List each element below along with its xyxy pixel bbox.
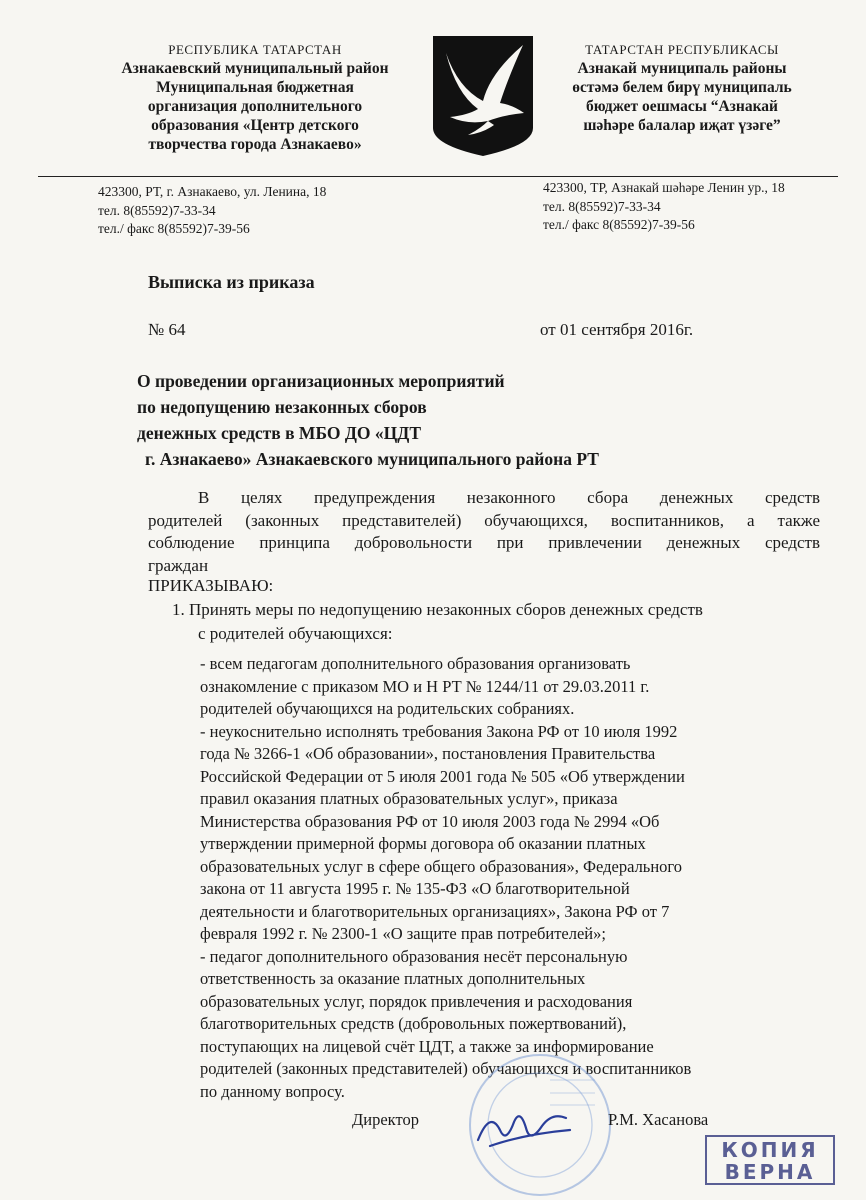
- header-divider: [38, 176, 838, 177]
- order-number: № 64: [148, 320, 186, 339]
- header-right-line: Азнакай муниципаль районы: [577, 60, 787, 77]
- order-keyword: ПРИКАЗЫВАЮ:: [148, 576, 274, 595]
- header-right-line: бюджет оешмасы “Азнакай: [586, 98, 778, 115]
- header-right: [552, 40, 812, 135]
- body-line: года № 3266-1 «Об образовании», постановления Правительства: [200, 744, 656, 763]
- intro-line: граждан: [148, 555, 209, 575]
- copy-certified-stamp: [705, 1135, 835, 1185]
- intro-line: соблюдение принципа добровольности при привлечении денежных средств: [148, 533, 820, 552]
- header-left-line: организация дополнительного: [147, 98, 363, 115]
- body-line: правил оказания платных образовательных услуг», приказа: [200, 789, 618, 808]
- body-line: деятельности и благотворительных организациях», Закона РФ от 7: [200, 901, 670, 921]
- header-left-line: образования «Центр детского: [151, 117, 359, 134]
- intro-line: родителей (законных представителей) обучающихся, воспитанников, а также: [148, 510, 820, 530]
- order-body: [200, 653, 840, 1103]
- header-left-line: Муниципальная бюджетная: [156, 79, 354, 96]
- body-line: - педагог дополнительного образования несёт персональную: [200, 946, 628, 966]
- header-right-country: ТАТАРСТАН РЕСПУБЛИКАСЫ: [585, 42, 779, 57]
- body-line: благотворительных средств (добровольных пожертвований),: [200, 1014, 627, 1033]
- intro-line: В целях предупреждения незаконного сбора денежных средств: [198, 488, 820, 507]
- signer-role: Директор: [352, 1110, 419, 1129]
- body-line: ознакомление с приказом МО и Н РТ № 1244/11 от 29.03.2011 г.: [200, 676, 650, 696]
- body-line: ответственность за оказание платных дополнительных: [200, 969, 586, 988]
- subject-line: г. Азнакаево» Азнакаевского муниципального района РТ: [145, 449, 599, 469]
- address-line: тел./ факс 8(85592)7-39-56: [98, 221, 250, 236]
- body-line: по данному вопросу.: [200, 1081, 345, 1101]
- order-date: от 01 сентября 2016г.: [540, 320, 694, 339]
- emblem-bird-icon: [428, 33, 538, 158]
- subject-line: О проведении организационных мероприятий: [137, 371, 505, 391]
- address-left: [98, 183, 418, 239]
- header-right-line: шәһәре балалар иҗат үзәге”: [583, 117, 781, 134]
- header-left-line: творчества города Азнакаево»: [148, 136, 362, 153]
- item-line: с родителей обучающихся:: [198, 624, 393, 643]
- body-line: поступающих на лицевой счёт ЦДТ, а также за информирование: [200, 1036, 654, 1056]
- body-line: образовательных услуг в сфере общего образования», Федерального: [200, 856, 683, 876]
- handwritten-signature-icon: [470, 1100, 580, 1155]
- signer-name: Р.М. Хасанова: [608, 1110, 709, 1129]
- body-line: родителей (законных представителей) обучающихся и воспитанников: [200, 1059, 692, 1078]
- body-line: Российской Федерации от 5 июля 2001 года № 505 «Об утверждении: [200, 766, 685, 786]
- address-line: 423300, ТР, Азнакай шәһәре Ленин ур., 18: [543, 180, 785, 195]
- stamp-line: ВЕРНА: [724, 1160, 816, 1184]
- subject-line: денежных средств в МБО ДО «ЦДТ: [137, 423, 421, 443]
- body-line: февраля 1992 г. № 2300-1 «О защите прав потребителей»;: [200, 924, 606, 943]
- order-subject: [135, 368, 735, 472]
- body-line: утверждении примерной формы договора об оказании платных: [200, 834, 646, 853]
- body-line: образовательных услуг, порядок привлечения и расходования: [200, 991, 633, 1011]
- item-line: 1. Принять меры по недопущению незаконных сборов денежных средств: [172, 600, 703, 619]
- intro-paragraph: [148, 487, 820, 577]
- order-item-1: [172, 598, 822, 646]
- address-line: тел. 8(85592)7-33-34: [98, 202, 216, 218]
- subject-line: по недопущению незаконных сборов: [137, 397, 427, 417]
- address-right: [543, 179, 843, 235]
- stamp-line: КОПИЯ: [721, 1138, 819, 1162]
- body-line: родителей обучающихся на родительских собраниях.: [200, 699, 575, 718]
- body-line: - неукоснительно исполнять требования Закона РФ от 10 июля 1992: [200, 721, 678, 741]
- body-line: закона от 11 августа 1995 г. № 135-ФЗ «О благотворительной: [200, 879, 630, 898]
- header-left-line: Азнакаевский муниципальный район: [121, 60, 389, 77]
- header-left: [105, 40, 405, 154]
- address-line: тел./ факс 8(85592)7-39-56: [543, 217, 695, 232]
- body-line: - всем педагогам дополнительного образования организовать: [200, 654, 631, 673]
- header-left-country: РЕСПУБЛИКА ТАТАРСТАН: [168, 42, 342, 57]
- address-line: 423300, РТ, г. Азнакаево, ул. Ленина, 18: [98, 184, 327, 199]
- document-title: Выписка из приказа: [148, 272, 315, 292]
- header-right-line: өстәмә белем бирү муниципаль: [572, 79, 792, 96]
- body-line: Министерства образования РФ от 10 июля 2003 года № 2994 «Об: [200, 811, 660, 831]
- address-line: тел. 8(85592)7-33-34: [543, 198, 661, 214]
